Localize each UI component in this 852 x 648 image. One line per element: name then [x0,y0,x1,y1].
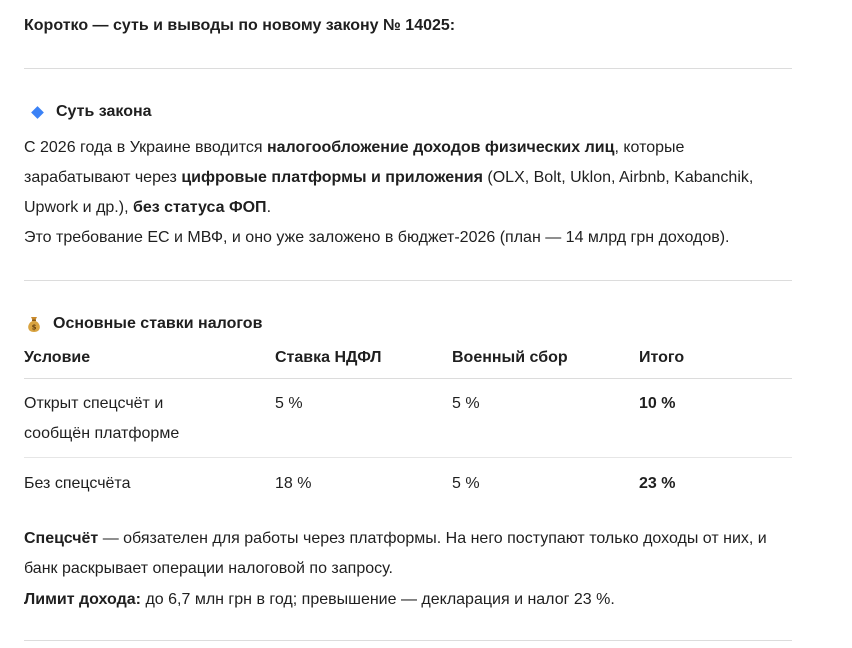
table-cell: 5 % [452,474,480,492]
paragraph-eu-imf: Это требование ЕС и МВФ, и оно уже заложено в бюджет-2026 (план — 14 млрд грн доходов). [24,229,730,246]
section-heading-text: Суть закона [56,103,152,120]
column-header: Итого [639,347,792,378]
table-header-row [24,347,792,378]
text-span: . [266,199,272,216]
divider [24,640,792,641]
text-span: С 2026 года в Украине вводится [24,139,267,156]
table-cell: 5 % [275,378,452,457]
bold-span: цифровые платформы и приложения [181,169,483,186]
column-header: Условие [24,347,275,378]
text-span: (OLX, Bolt, Uklon, Airbnb, Kabanchik, Upwork и др.), [24,169,754,216]
paragraph-income-limit [24,585,792,615]
table-row [24,378,792,457]
table-row [24,457,792,509]
paragraph-special-account [24,524,792,584]
divider [24,68,792,69]
text-span: — обязателен для работы через платформы. На него поступают только доходы от них, и банк раскрывает операции налоговой по запросу. [24,530,767,577]
text-span: , которые зарабатывают через [24,139,685,186]
tax-rates-table [24,347,792,509]
svg-text:$: $ [31,323,37,332]
text-span: до 6,7 млн грн в год; превышение — декларация и налог 23 %. [141,591,615,608]
bold-span: Лимит дохода: [24,591,141,608]
bold-span: без статуса ФОП [132,199,267,216]
bold-span: Спецсчёт [24,530,99,547]
column-header: Военный сбор [452,347,639,378]
table-cell: 18 % [275,474,312,492]
column-header: Ставка НДФЛ [275,347,452,378]
table-cell: 10 % [639,378,792,457]
section-heading-essence [24,100,152,124]
table-cell: Без спецсчёта [24,474,131,492]
intro-text: Коротко — суть и выводы по новому закону № 14025: [24,17,456,34]
blue-diamond-icon [31,106,44,119]
section-heading-rates [24,312,262,336]
table-cell: 23 % [639,474,676,492]
money-bag-icon [24,314,44,334]
divider [24,280,792,281]
paragraph-law-essence [24,133,792,223]
bold-span: налогообложение доходов физических лиц [266,139,615,156]
section-heading-text: Основные ставки налогов [53,315,263,332]
table-cell: 5 % [452,378,639,457]
table-cell: Открыт спецсчёт и сообщён платформе [24,378,275,457]
